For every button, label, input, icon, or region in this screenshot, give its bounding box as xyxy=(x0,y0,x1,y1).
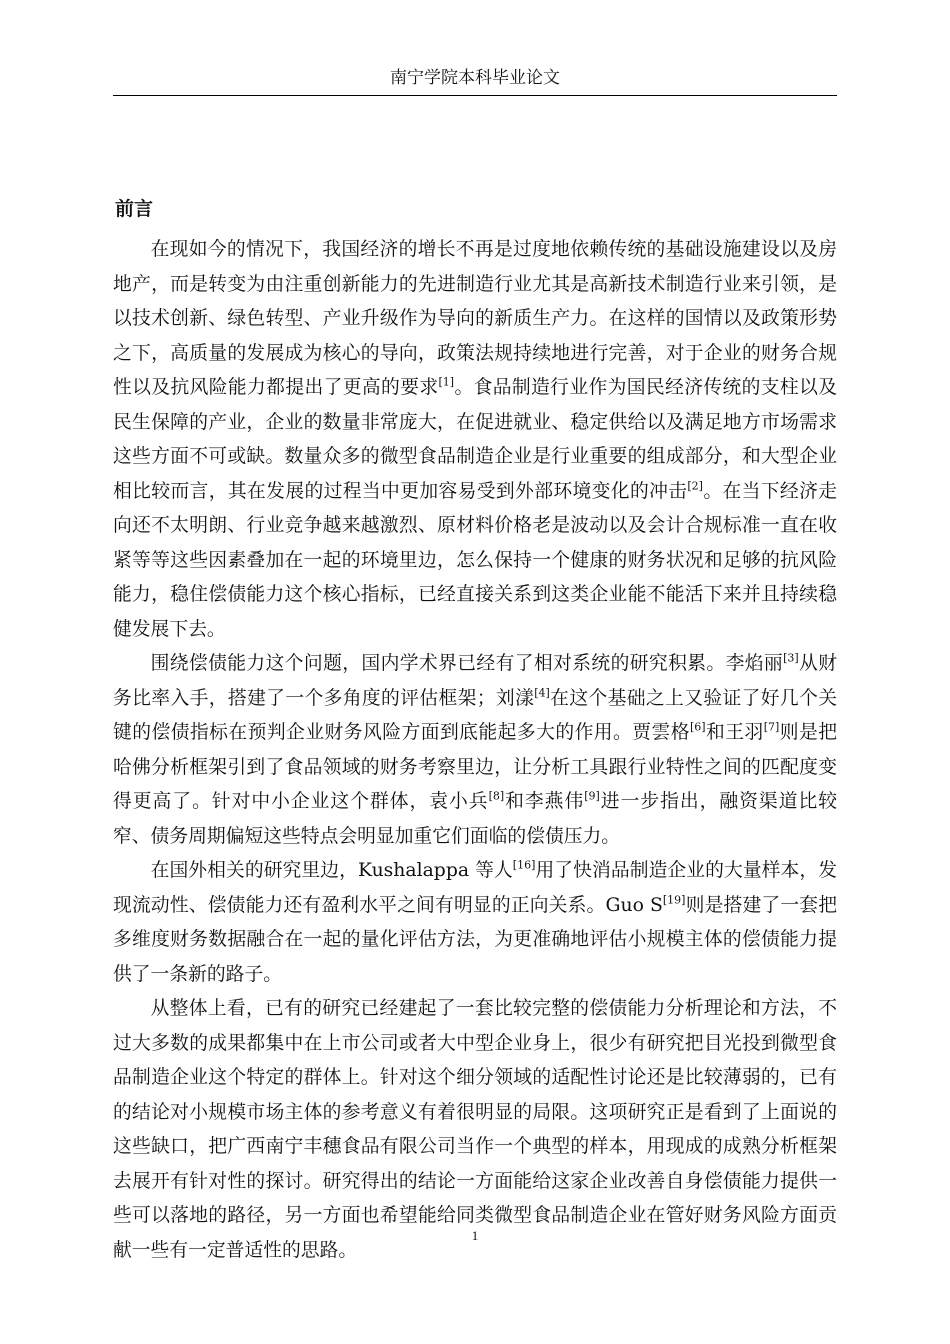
citation-marker: [2] xyxy=(687,479,703,493)
paragraph-text: 则是把哈佛分析框架引到了食品领域的财务考察里边，让分析工具跟行业特性之间的匹配度变得更高了。针对中小企业这个群体，袁小兵 xyxy=(113,722,838,812)
citation-marker: [8] xyxy=(488,789,505,803)
paragraph xyxy=(113,647,837,854)
paragraph-text: 在国外相关的研究里边，Kushalappa 等人 xyxy=(150,860,513,881)
citation-marker: [9] xyxy=(584,789,600,803)
paragraph-text: 从整体上看，已有的研究已经建起了一套比较完整的偿债能力分析理论和方法，不过大多数的成果都集中在上市公司或者大中型企业身上，很少有研究把目光投到微型食品制造企业这个特定的群体上。针对这个细分领域的适配性讨论还是比较薄弱的，已有的结论对小规模市场主体的参考意义有着很明显的局限。这项研究正是看到了上面说的这些缺口，把广西南宁丰穗食品有限公司当作一个典型的样本，用现成的成熟分析框架去展开有针对性的探讨。研究得出的结论一方面能给这家企业改善自身偿债能力提供一些可以落地的路径，另一方面也希望能给同类微型食品制造企业在管好财务风险方面贡献一些有一定普适性的思路。 xyxy=(113,998,837,1261)
citation-marker: [7] xyxy=(763,720,780,734)
section-heading: 前言 xyxy=(115,198,154,220)
paragraph-text: 在现如今的情况下，我国经济的增长不再是过度地依赖传统的基础设施建设以及房地产，而是转变为由注重创新能力的先进制造行业尤其是高新技术制造行业来引领，是以技术创新、绿色转型、产业升级作为导向的新质生产力。在这样的国情以及政策形势之下，高质量的发展成为核心的导向，政策法规持续地进行完善，对于企业的财务合规性以及抗风险能力都提出了更高的要求 xyxy=(113,239,837,398)
paragraph-text: 和李燕伟 xyxy=(504,791,585,812)
paragraph xyxy=(113,992,837,1268)
body-text xyxy=(113,233,837,1268)
header-rule xyxy=(113,95,837,96)
paragraph-text: 用了快消品制造企业的大量样本，发现流动性、偿债能力还有盈利水平之间有明显的正向关系。Guo S xyxy=(113,860,838,916)
citation-marker: [6] xyxy=(689,720,706,734)
citation-marker: [1] xyxy=(438,375,455,389)
page-number: 1 xyxy=(471,1228,479,1243)
citation-marker: [16] xyxy=(512,858,536,872)
citation-marker: [19] xyxy=(662,893,686,907)
citation-marker: [4] xyxy=(534,686,550,700)
paragraph xyxy=(113,854,837,992)
paragraph-text: 围绕偿债能力这个问题，国内学术界已经有了相对系统的研究积累。李焰丽 xyxy=(150,653,784,674)
citation-marker: [3] xyxy=(783,651,799,665)
paragraph xyxy=(113,233,837,647)
paragraph-text: 从财务比率入手，搭建了一个多角度的评估框架；刘漾 xyxy=(113,653,838,709)
paragraph-text: 。食品制造行业作为国民经济传统的支柱以及民生保障的产业，企业的数量非常庞大，在促进就业、稳定供给以及满足地方市场需求这些方面不可或缺。数量众多的微型食品制造企业是行业重要的组成部分，和大型企业相比较而言，其在发展的过程当中更加容易受到外部环境变化的冲击 xyxy=(113,377,837,502)
paragraph-text: 在这个基础之上又验证了好几个关键的偿债指标在预判企业财务风险方面到底能起多大的作用。贾雲格 xyxy=(113,687,838,743)
paragraph-text: 。在当下经济走向还不太明朗、行业竞争越来越激烈、原材料价格老是波动以及会计合规标准一直在收紧等等这些因素叠加在一起的环境里边，怎么保持一个健康的财务状况和足够的抗风险能力，稳住偿债能力这个核心指标，已经直接关系到这类企业能不能活下来并且持续稳健发展下去。 xyxy=(113,480,838,640)
paragraph-text: 进一步指出，融资渠道比较窄、债务周期偏短这些特点会明显加重它们面临的偿债压力。 xyxy=(113,791,838,847)
running-header: 南宁学院本科毕业论文 xyxy=(390,68,560,88)
paragraph-text: 和王羽 xyxy=(705,722,764,743)
paragraph-text: 则是搭建了一套把多维度财务数据融合在一起的量化评估方法，为更准确地评估小规模主体的偿债能力提供了一条新的路子。 xyxy=(113,894,837,985)
